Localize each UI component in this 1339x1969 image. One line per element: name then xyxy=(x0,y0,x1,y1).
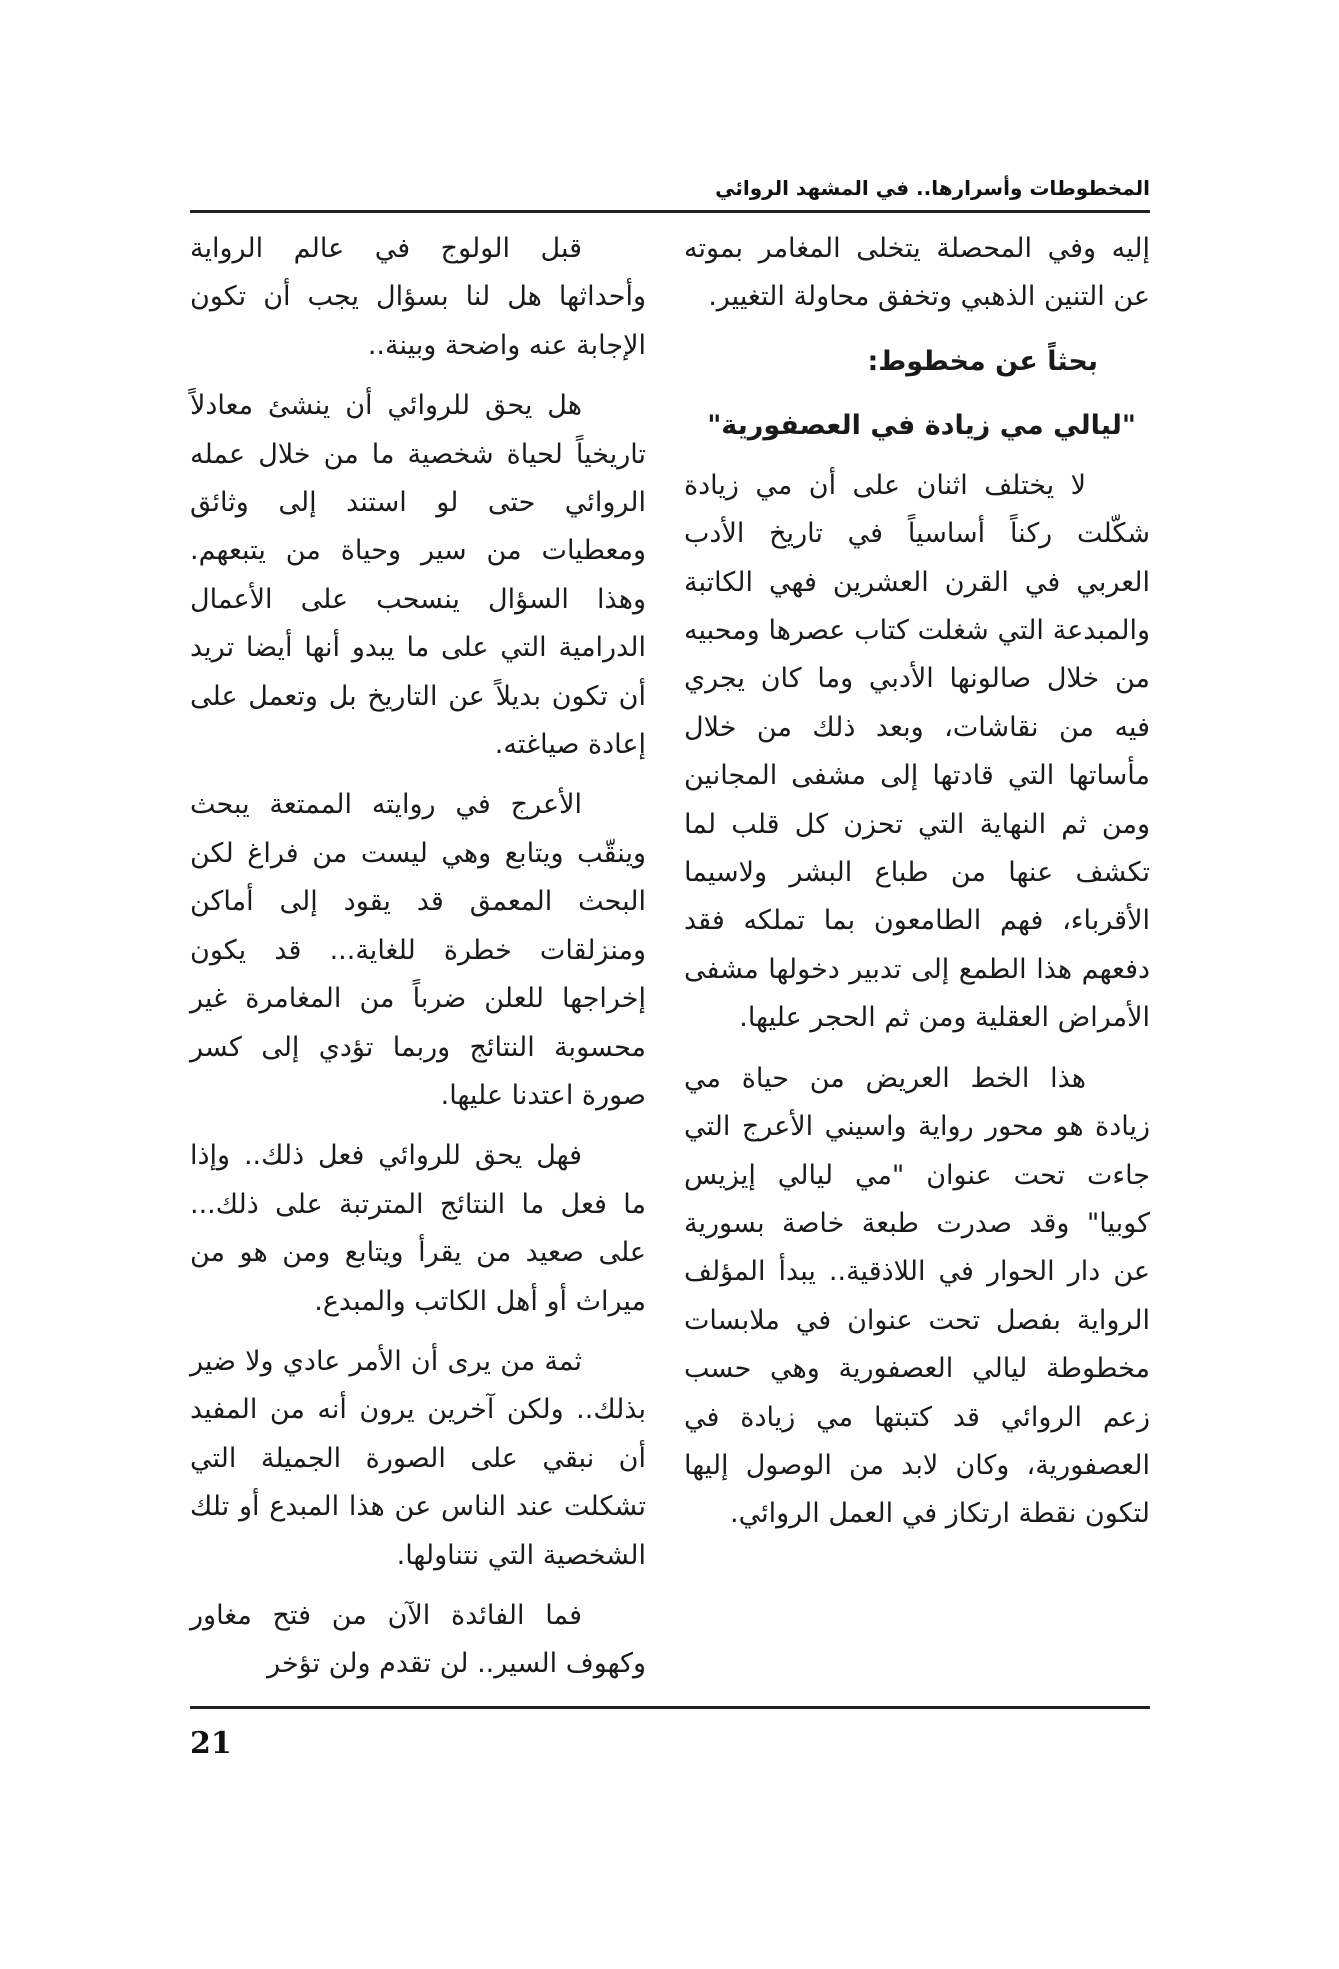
body-paragraph: هذا الخط العريض من حياة مي زيادة هو محور رواية واسيني الأعرج التي جاءت تحت عنوان "مي ليالي إيزيس كوبيا" وقد صدرت طبعة خاصة بسورية عن دار الحوار في اللاذقية.. يبدأ المؤلف الرواية بفصل تحت عنوان في ملابسات مخطوطة ليالي العصفورية وهي حسب زعم الروائي قد كتبتها مي زيادة في العصفورية، وكان لابد من الوصول إليها لتكون نقطة ارتكاز في العمل الروائي. xyxy=(684,1062,1150,1530)
body-paragraph: فما الفائدة الآن من فتح مغاور وكهوف السير.. لن تقدم ولن تؤخر xyxy=(190,1599,646,1680)
body-paragraph: الأعرج في روايته الممتعة يبحث وينقّب ويتابع وهي ليست من فراغ لكن البحث المعمق قد يقود إلى أماكن ومنزلقات خطرة للغاية... قد يكون إخراجها للعلن ضرباً من المغامرة غير محسوبة النتائج وربما تؤدي إلى كسر صورة اعتدنا عليها. xyxy=(190,789,646,1111)
header-rule xyxy=(190,210,1150,213)
section-subheading: بحثاً عن مخطوط: xyxy=(867,345,1098,377)
body-paragraph: قبل الولوج في عالم الرواية وأحداثها هل لنا بسؤال يجب أن تكون الإجابة عنه واضحة وبينة.. xyxy=(190,233,646,361)
page-number: 21 xyxy=(190,1726,232,1761)
left-column xyxy=(190,225,646,1701)
body-paragraph: هل يحق للروائي أن ينشئ معادلاً تاريخياً لحياة شخصية ما من خلال عمله الروائي حتى لو استند إلى وثائق ومعطيات من سير وحياة من يتبعهم. وهذا السؤال ينسحب على الأعمال الدرامية التي على ما يبدو أنها أيضا تريد أن تكون بديلاً عن التاريخ بل وتعمل على إعادة صياغته. xyxy=(190,390,646,761)
body-paragraph: لا يختلف اثنان على أن مي زيادة شكّلت ركناً أساسياً في تاريخ الأدب العربي في القرن العشرين فهي الكاتبة والمبدعة التي شغلت كتاب عصرها ومحبيه من خلال صالونها الأدبي وما كان يجري فيه من نقاشات، وبعد ذلك من خلال مأساتها التي قادتها إلى مشفى المجانين ومن ثم النهاية التي تحزن كل قلب لما تكشف عنها من طباع البشر ولاسيما الأقرباء، فهم الطامعون بما تملكه فقد دفعهم هذا الطمع إلى تدبير دخولها مشفى الأمراض العقلية ومن ثم الحجر عليها. xyxy=(684,469,1150,1034)
running-header: المخطوطات وأسرارها.. في المشهد الروائي xyxy=(715,176,1150,200)
right-column xyxy=(684,225,1150,1551)
intro-paragraph: إليه وفي المحصلة يتخلى المغامر بموته عن التنين الذهبي وتخفق محاولة التغيير. xyxy=(684,233,1150,313)
section-title: "ليالي مي زيادة في العصفورية" xyxy=(707,409,1136,441)
body-paragraph: فهل يحق للروائي فعل ذلك.. وإذا ما فعل ما النتائج المترتبة على ذلك... على صعيد من يقرأ ويتابع ومن هو من ميراث أو أهل الكاتب والمبدع. xyxy=(190,1140,646,1317)
body-paragraph: ثمة من يرى أن الأمر عادي ولا ضير بذلك.. ولكن آخرين يرون أنه من المفيد أن نبقي على الصورة الجميلة التي تشكلت عند الناس عن هذا المبدع أو تلك الشخصية التي نتناولها. xyxy=(190,1345,646,1571)
footer-rule xyxy=(190,1706,1150,1709)
